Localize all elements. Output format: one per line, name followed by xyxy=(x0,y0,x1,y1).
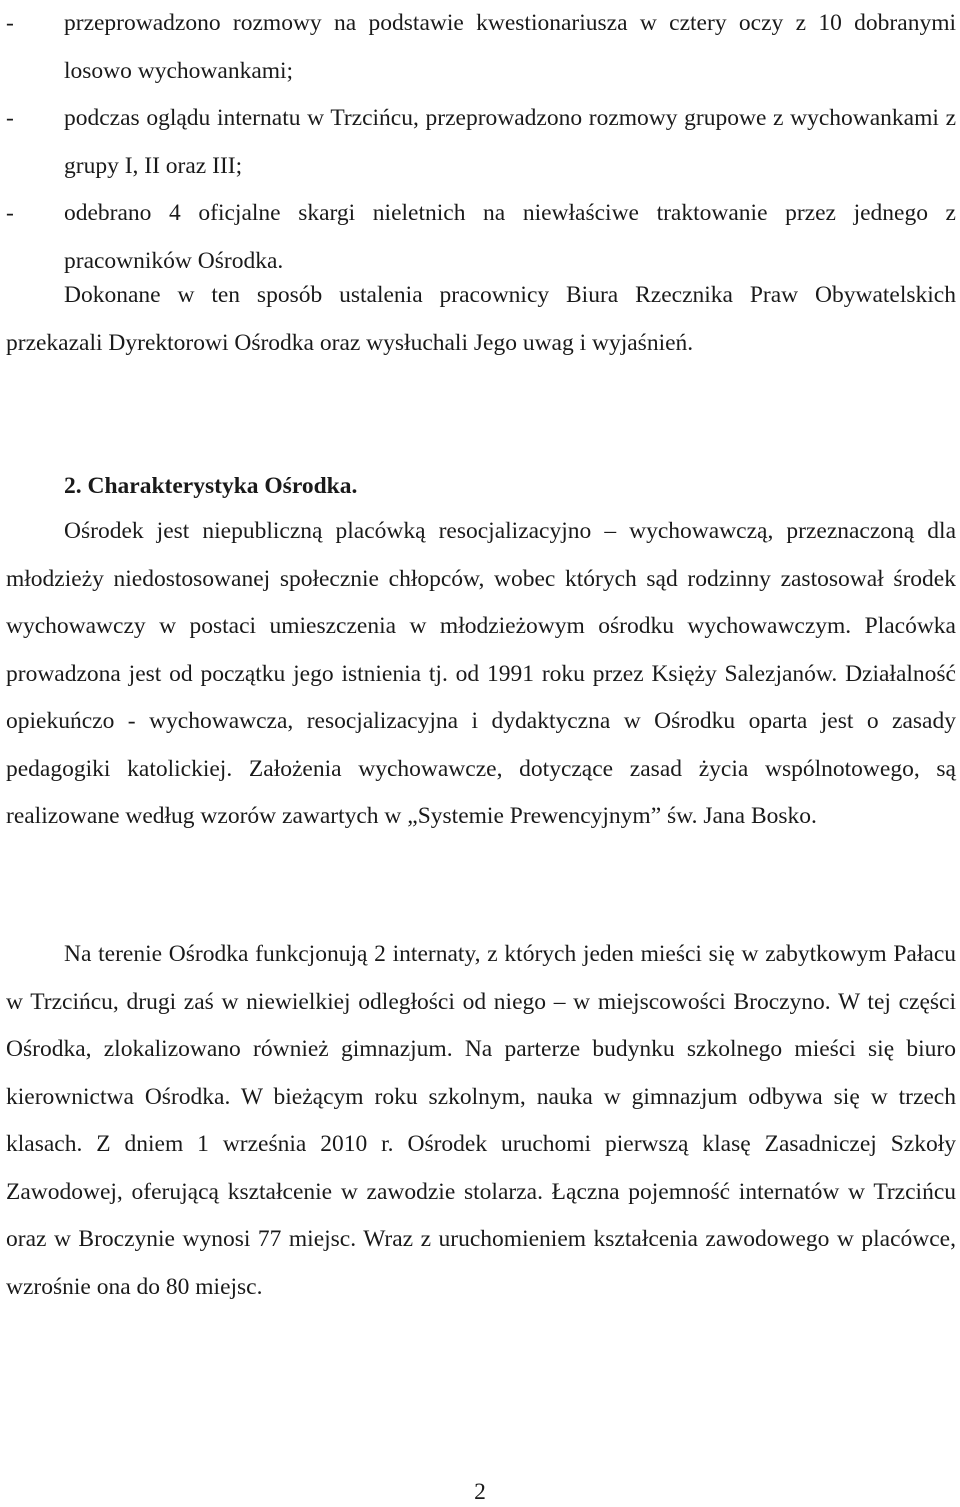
list-dash: - xyxy=(6,105,14,131)
bullet-list xyxy=(6,0,956,285)
section-heading: 2. Charakterystyka Ośrodka. xyxy=(64,473,358,499)
center-description-paragraph: Ośrodek jest niepubliczną placówką resocjalizacyjno – wychowawczą, przeznaczoną dla młodzieży niedostosowanej społecznie chłopców, wobec których sąd rodzinny zastosował środek wychowawczy w postaci umieszczenia w młodzieżowym ośrodku wychowawczym. Placówka prowadzona jest od początku jego istnienia tj. od 1991 roku przez Księży Salezjanów. Działalność opiekuńczo - wychowawcza, resocjalizacyjna i dydaktyczna w Ośrodku oparta jest o zasady pedagogiki katolickiej. Założenia wychowawcze, dotyczące zasad życia wspólnotowego, są realizowane według wzorów zawartych w „Systemie Prewencyjnym” św. Jana Bosko. xyxy=(6,518,956,829)
list-item xyxy=(6,95,956,190)
list-item-text: odebrano 4 oficjalne skargi nieletnich na niewłaściwe traktowanie przez jednego z pracowników Ośrodka. xyxy=(64,200,956,274)
list-item xyxy=(6,0,956,95)
findings-paragraph: Dokonane w ten sposób ustalenia pracownicy Biura Rzecznika Praw Obywatelskich przekazali Dyrektorowi Ośrodka oraz wysłuchali Jego uwag i wyjaśnień. xyxy=(6,282,956,356)
page-number: 2 xyxy=(474,1479,486,1505)
list-item xyxy=(6,190,956,285)
list-item-text: przeprowadzono rozmowy na podstawie kwestionariusza w cztery oczy z 10 dobranymi losowo wychowankami; xyxy=(64,10,956,84)
list-dash: - xyxy=(6,200,14,226)
list-dash: - xyxy=(6,10,14,36)
list-item-text: podczas oglądu internatu w Trzcińcu, przeprowadzono rozmowy grupowe z wychowankami z grupy I, II oraz III; xyxy=(64,105,956,179)
dormitories-paragraph: Na terenie Ośrodka funkcjonują 2 internaty, z których jeden mieści się w zabytkowym Pałacu w Trzcińcu, drugi zaś w niewielkiej odległości od niego – w miejscowości Broczyno. W tej części Ośrodka, zlokalizowano również gimnazjum. Na parterze budynku szkolnego mieści się biuro kierownictwa Ośrodka. W bieżącym roku szkolnym, nauka w gimnazjum odbywa się w trzech klasach. Z dniem 1 września 2010 r. Ośrodek uruchomi pierwszą klasę Zasadniczej Szkoły Zawodowej, oferującą kształcenie w zawodzie stolarza. Łączna pojemność internatów w Trzcińcu oraz w Broczynie wynosi 77 miejsc. Wraz z uruchomieniem kształcenia zawodowego w placówce, wzrośnie ona do 80 miejsc. xyxy=(6,941,956,1300)
